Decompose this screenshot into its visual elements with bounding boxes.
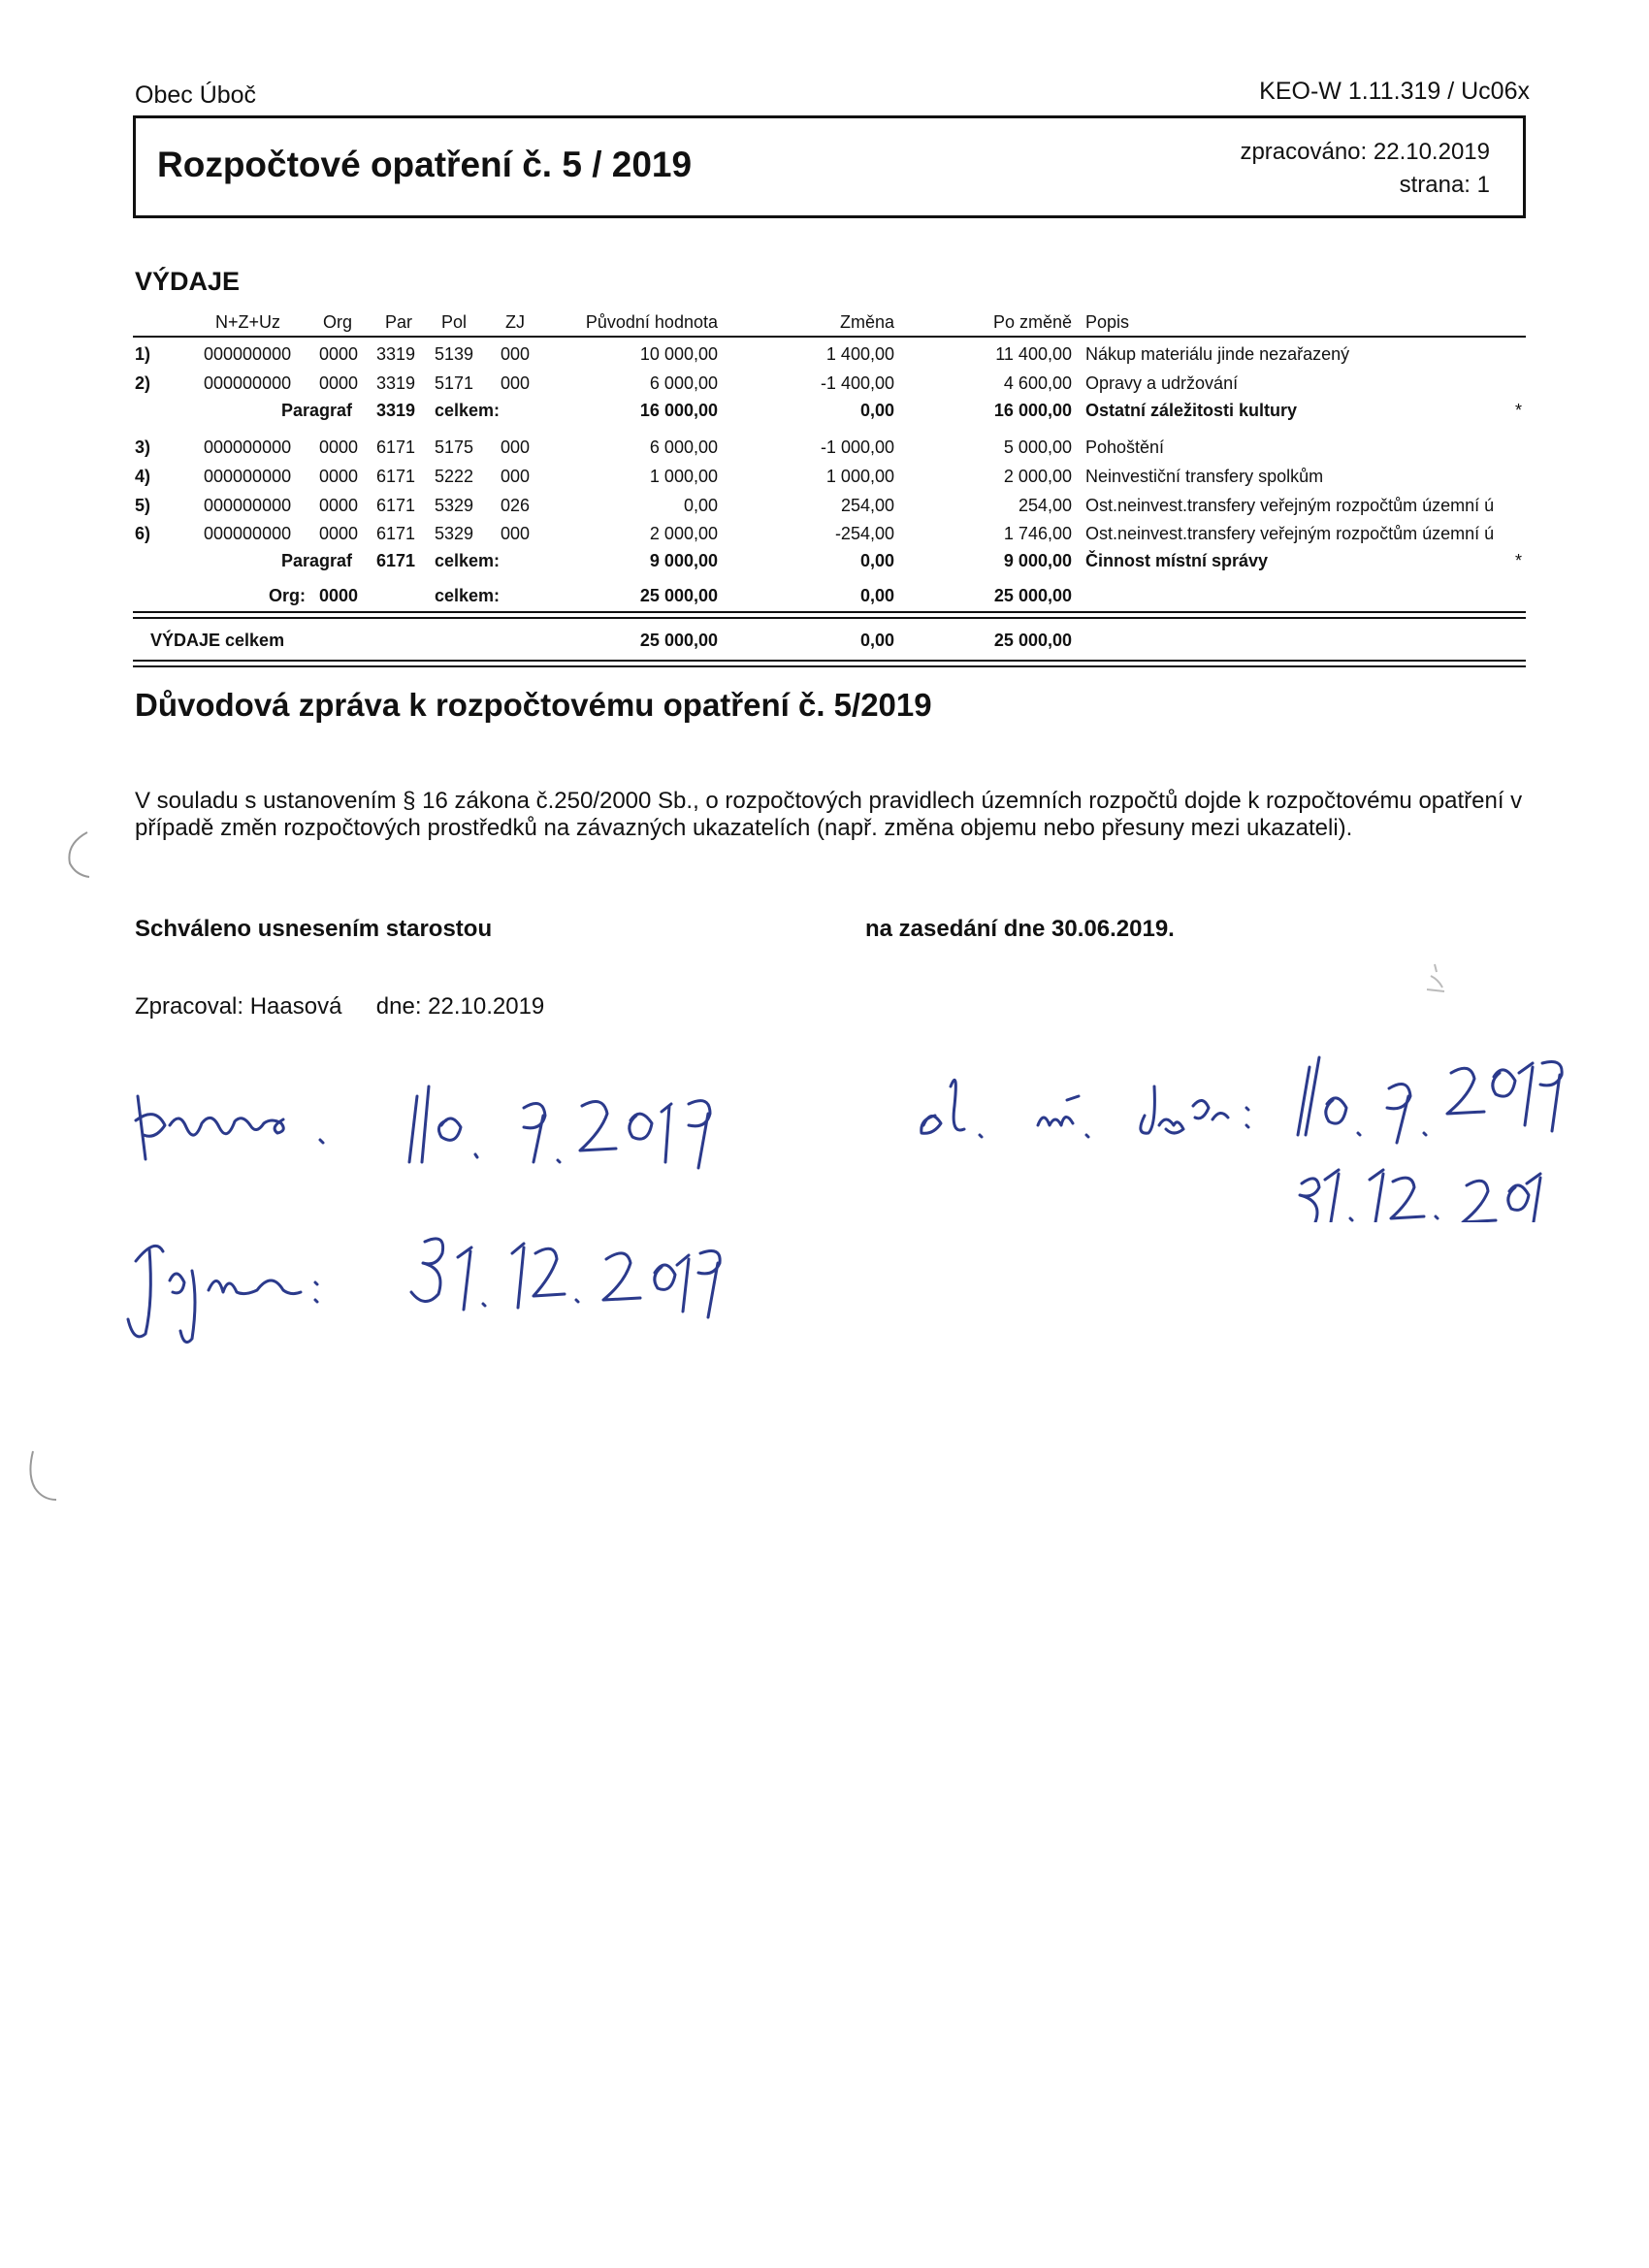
totals-divider-bottom (133, 660, 1526, 662)
grand-total-label: VÝDAJE celkem (150, 631, 285, 650)
subtotal-after: 9 000,00 (1003, 551, 1072, 570)
cell-nzuz: 000000000 (204, 344, 292, 364)
grand-total-after: 25 000,00 (993, 631, 1072, 650)
cell-org: 0000 (319, 496, 359, 515)
processed-date: 22.10.2019 (1373, 139, 1490, 165)
punch-hole-mark (21, 1445, 60, 1504)
title-meta (1240, 136, 1490, 202)
cell-org: 0000 (319, 437, 359, 457)
cell-zj: 000 (501, 373, 531, 393)
cell-change: -254,00 (834, 524, 894, 543)
cell-par: 6171 (376, 437, 416, 457)
col-header-change: Změna (839, 312, 894, 332)
cell-pol: 5329 (435, 496, 474, 515)
cell-desc: Ost.neinvest.transfery veřejným rozpočtům územní ú (1085, 496, 1495, 515)
handwritten-posted-note (126, 1067, 747, 1183)
cell-org: 0000 (319, 344, 359, 364)
subtotal-change: 0,00 (859, 551, 894, 570)
cell-change: -1 000,00 (820, 437, 894, 457)
subtotal-after: 16 000,00 (993, 401, 1072, 420)
cell-desc: Opravy a udržování (1085, 373, 1239, 393)
cell-zj: 000 (501, 467, 531, 486)
cell-nzuz: 000000000 (204, 496, 292, 515)
approved-by: Schváleno usnesením starostou (135, 916, 493, 942)
cell-pol: 5139 (435, 344, 474, 364)
cell-pol: 5222 (435, 467, 474, 486)
row-index: 2) (135, 373, 151, 393)
row-index: 5) (135, 496, 151, 515)
prepared-line (135, 993, 544, 1021)
cell-desc: Ost.neinvest.transfery veřejným rozpočtům územní ú (1085, 524, 1495, 543)
cell-after: 4 600,00 (1003, 373, 1072, 393)
cell-original: 1 000,00 (649, 467, 718, 486)
cell-par: 6171 (376, 467, 416, 486)
cell-after: 1 746,00 (1003, 524, 1072, 543)
org-after: 25 000,00 (993, 586, 1072, 605)
punch-hole-mark (58, 825, 97, 883)
subtotal-label: Paragraf (281, 401, 353, 420)
cell-original: 6 000,00 (649, 437, 718, 457)
totals-divider-bottom-2 (133, 665, 1526, 667)
col-header-par: Par (385, 312, 413, 332)
col-header-org: Org (323, 312, 353, 332)
cell-desc: Nákup materiálu jinde nezařazený (1085, 344, 1350, 364)
document-title: Rozpočtové opatření č. 5 / 2019 (157, 145, 693, 184)
subtotal-total-label: celkem: (435, 551, 501, 570)
header-divider (133, 336, 1526, 338)
cell-nzuz: 000000000 (204, 467, 292, 486)
totals-divider-top (133, 611, 1526, 613)
system-id: KEO-W 1.11.319 / Uc06x (1259, 78, 1530, 105)
prepared-by: Zpracoval: Haasová (135, 993, 342, 1020)
org-change: 0,00 (859, 586, 894, 605)
scan-speck (1421, 960, 1450, 999)
cell-after: 11 400,00 (995, 344, 1072, 364)
handwritten-el-board-note (912, 1028, 1571, 1222)
page-line (1240, 169, 1490, 202)
row-index: 3) (135, 437, 151, 457)
subtotal-original: 16 000,00 (639, 401, 718, 420)
col-header-original: Původní hodnota (585, 312, 718, 332)
page-label: strana: (1399, 172, 1471, 198)
cell-zj: 000 (501, 437, 531, 457)
org-label: Org: (269, 586, 306, 605)
cell-desc: Pohoštění (1085, 437, 1165, 457)
cell-par: 6171 (376, 524, 416, 543)
row-index: 6) (135, 524, 151, 543)
cell-pol: 5171 (435, 373, 474, 393)
cell-zj: 026 (501, 496, 531, 515)
totals-divider-top-2 (133, 617, 1526, 619)
subtotal-label: Paragraf (281, 551, 353, 570)
processed-line (1240, 136, 1490, 169)
cell-nzuz: 000000000 (204, 524, 292, 543)
cell-change: 1 400,00 (825, 344, 894, 364)
subtotal-star: * (1515, 401, 1523, 420)
col-header-desc: Popis (1085, 312, 1130, 332)
grand-total-change: 0,00 (859, 631, 894, 650)
section-title: VÝDAJE (135, 267, 241, 296)
subtotal-code: 3319 (376, 401, 416, 420)
cell-zj: 000 (501, 344, 531, 364)
subtotal-star: * (1515, 551, 1523, 570)
cell-par: 3319 (376, 373, 416, 393)
subtotal-desc: Ostatní záležitosti kultury (1085, 401, 1298, 420)
col-header-zj: ZJ (505, 312, 525, 332)
cell-original: 6 000,00 (649, 373, 718, 393)
cell-change: 1 000,00 (825, 467, 894, 486)
title-box (133, 115, 1526, 218)
processed-label: zpracováno: (1240, 139, 1368, 165)
municipality-name: Obec Úboč (135, 81, 257, 109)
cell-after: 254,00 (1018, 496, 1072, 515)
cell-org: 0000 (319, 467, 359, 486)
subtotal-code: 6171 (376, 551, 416, 570)
cell-nzuz: 000000000 (204, 437, 292, 457)
grand-total-original: 25 000,00 (639, 631, 718, 650)
col-header-after: Po změně (992, 312, 1072, 332)
cell-change: -1 400,00 (820, 373, 894, 393)
subtotal-original: 9 000,00 (649, 551, 718, 570)
subtotal-desc: Činnost místní správy (1085, 551, 1269, 570)
org-original: 25 000,00 (639, 586, 718, 605)
cell-after: 5 000,00 (1003, 437, 1072, 457)
cell-original: 2 000,00 (649, 524, 718, 543)
org-total-label: celkem: (435, 586, 501, 605)
cell-original: 10 000,00 (639, 344, 718, 364)
cell-org: 0000 (319, 373, 359, 393)
row-index: 1) (135, 344, 151, 364)
cell-par: 3319 (376, 344, 416, 364)
org-code: 0000 (319, 586, 359, 605)
col-header-nzuz: N+Z+Uz (215, 312, 281, 332)
handwritten-removed-note (116, 1203, 737, 1368)
report-body: V souladu s ustanovením § 16 zákona č.250/2000 Sb., o rozpočtových pravidlech územních rozpočtů dojde k rozpočtovému opatření v případě změn rozpočtových prostředků na závazných ukazatelích (např. změna objemu nebo přesuny mezi ukazateli). (135, 788, 1523, 841)
report-title: Důvodová zpráva k rozpočtovému opatření č. 5/2019 (135, 687, 932, 723)
cell-pol: 5175 (435, 437, 474, 457)
prepared-date: dne: 22.10.2019 (375, 993, 545, 1020)
cell-zj: 000 (501, 524, 531, 543)
subtotal-change: 0,00 (859, 401, 894, 420)
cell-par: 6171 (376, 496, 416, 515)
subtotal-total-label: celkem: (435, 401, 501, 420)
cell-nzuz: 000000000 (204, 373, 292, 393)
page-number: 1 (1476, 172, 1490, 198)
cell-pol: 5329 (435, 524, 474, 543)
row-index: 4) (135, 467, 151, 486)
cell-change: 254,00 (840, 496, 894, 515)
cell-after: 2 000,00 (1003, 467, 1072, 486)
cell-original: 0,00 (683, 496, 718, 515)
cell-org: 0000 (319, 524, 359, 543)
cell-desc: Neinvestiční transfery spolkům (1085, 467, 1324, 486)
col-header-pol: Pol (441, 312, 468, 332)
meeting-date: na zasedání dne 30.06.2019. (865, 916, 1175, 942)
